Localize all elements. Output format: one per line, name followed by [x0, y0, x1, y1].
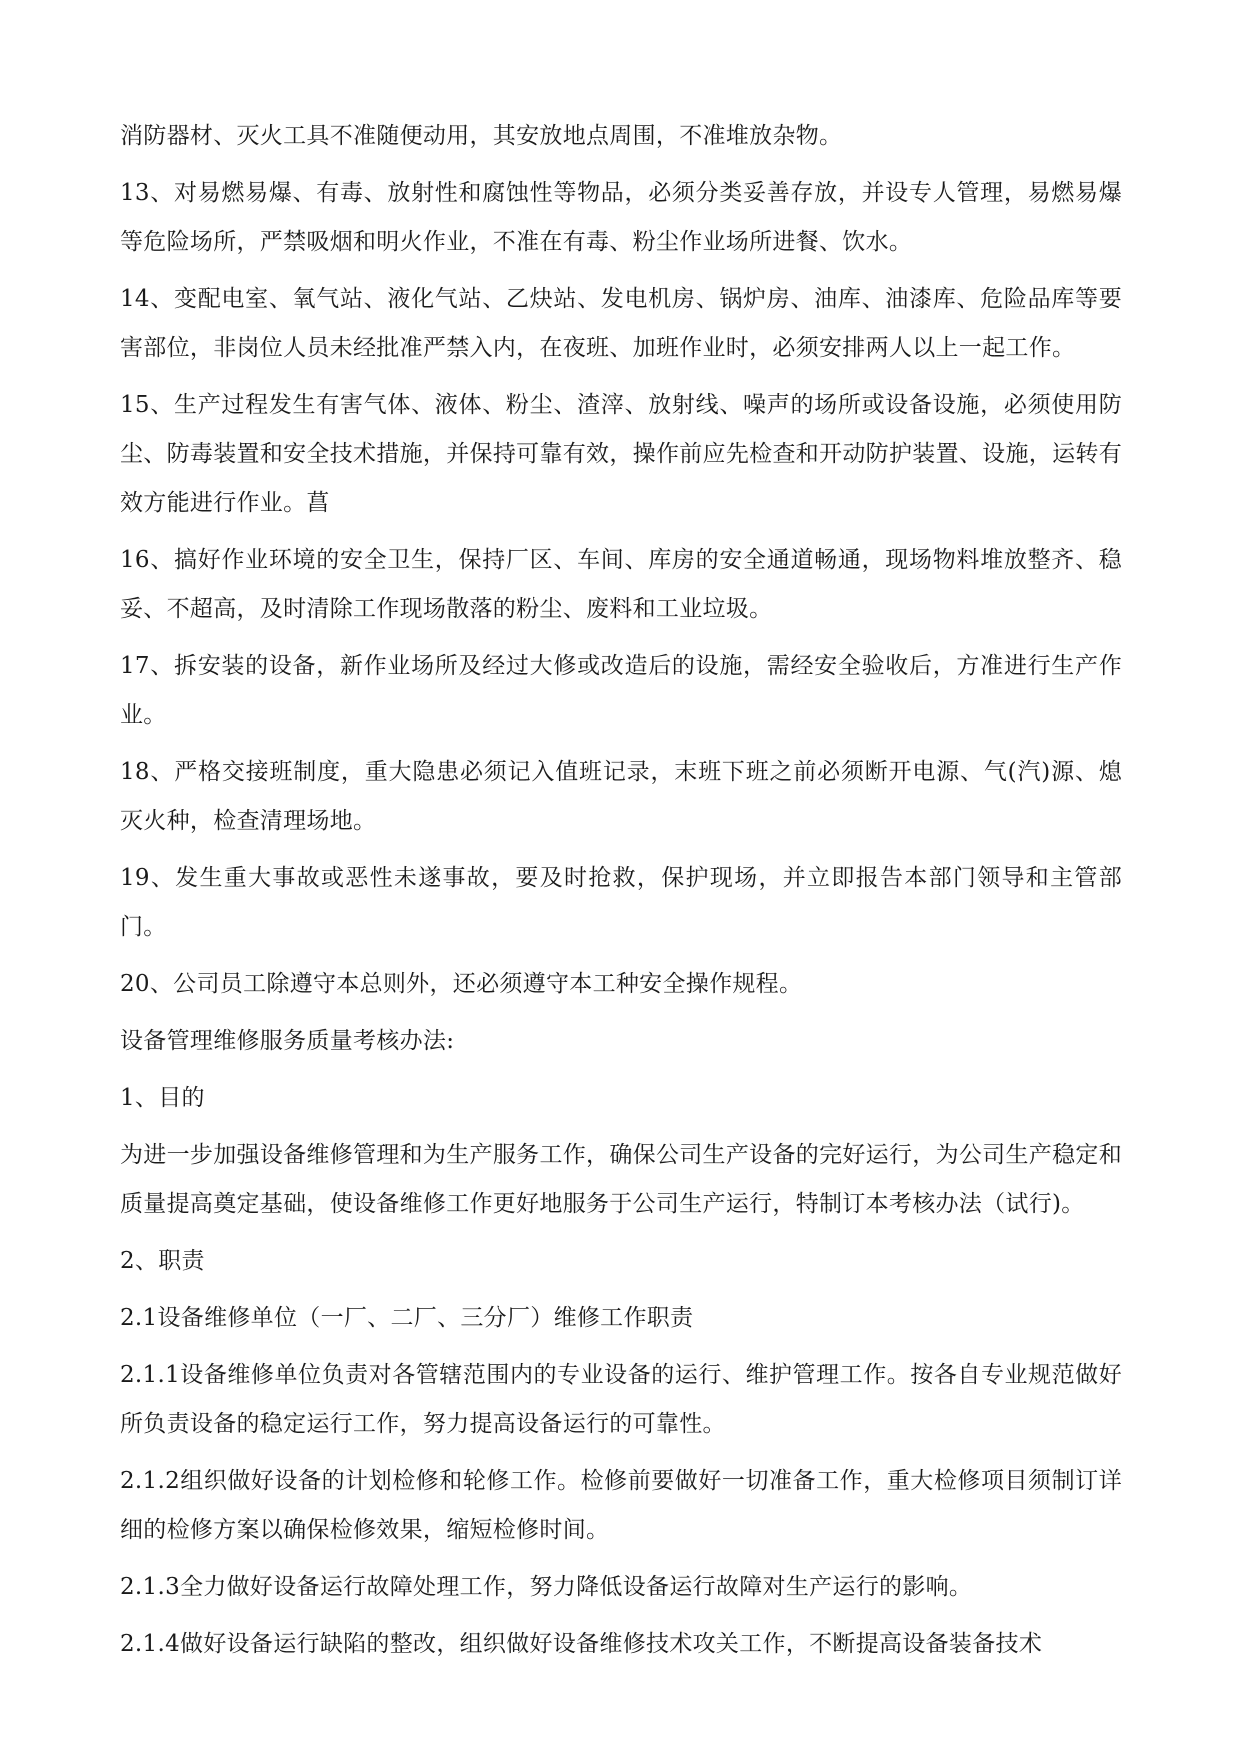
paragraph-purpose: 为进一步加强设备维修管理和为生产服务工作，确保公司生产设备的完好运行，为公司生产稳定和质量提高奠定基础，使设备维修工作更好地服务于公司生产运行，特制订本考核办法（试行)。: [120, 1142, 1122, 1217]
paragraph-2-1-2: 2.1.2组织做好设备的计划检修和轮修工作。检修前要做好一切准备工作，重大检修项目须制订详细的检修方案以确保检修效果，缩短检修时间。: [120, 1468, 1122, 1543]
heading-responsibilities: 2、职责: [120, 1248, 205, 1274]
paragraph-fire-equipment: 消防器材、灭火工具不准随便动用，其安放地点周围，不准堆放杂物。: [120, 123, 843, 149]
heading-2-1: 2.1设备维修单位（一厂、二厂、三分厂）维修工作职责: [120, 1305, 694, 1331]
paragraph-item-14: 14、变配电室、氧气站、液化气站、乙炔站、发电机房、锅炉房、油库、油漆库、危险品库等要害部位，非岗位人员未经批准严禁入内，在夜班、加班作业时，必须安排两人以上一起工作。: [120, 286, 1122, 361]
paragraph-item-17: 17、拆安装的设备，新作业场所及经过大修或改造后的设施，需经安全验收后，方准进行生产作业。: [120, 653, 1122, 728]
paragraph-item-20: 20、公司员工除遵守本总则外，还必须遵守本工种安全操作规程。: [120, 971, 803, 997]
section-heading-assessment: 设备管理维修服务质量考核办法:: [120, 1028, 455, 1054]
paragraph-item-18: 18、严格交接班制度，重大隐患必须记入值班记录，末班下班之前必须断开电源、气(汽)源、熄灭火种，检查清理场地。: [120, 759, 1122, 834]
document-page: [120, 112, 1122, 1677]
paragraph-item-13: 13、对易燃易爆、有毒、放射性和腐蚀性等物品，必须分类妥善存放，并设专人管理，易燃易爆等危险场所，严禁吸烟和明火作业，不准在有毒、粉尘作业场所进餐、饮水。: [120, 180, 1122, 255]
paragraph-item-19: 19、发生重大事故或恶性未遂事故，要及时抢救，保护现场，并立即报告本部门领导和主管部门。: [120, 865, 1122, 940]
paragraph-2-1-1: 2.1.1设备维修单位负责对各管辖范围内的专业设备的运行、维护管理工作。按各自专业规范做好所负责设备的稳定运行工作，努力提高设备运行的可靠性。: [120, 1362, 1122, 1437]
heading-purpose: 1、目的: [120, 1085, 205, 1111]
paragraph-2-1-4: 2.1.4做好设备运行缺陷的整改，组织做好设备维修技术攻关工作，不断提高设备装备技术: [120, 1631, 1043, 1657]
paragraph-item-15: 15、生产过程发生有害气体、液体、粉尘、渣滓、放射线、噪声的场所或设备设施，必须使用防尘、防毒装置和安全技术措施，并保持可靠有效，操作前应先检查和开动防护装置、设施，运转有效方能进行作业。菖: [120, 392, 1122, 516]
paragraph-item-16: 16、搞好作业环境的安全卫生，保持厂区、车间、库房的安全通道畅通，现场物料堆放整齐、稳妥、不超高，及时清除工作现场散落的粉尘、废料和工业垃圾。: [120, 547, 1122, 622]
paragraph-2-1-3: 2.1.3全力做好设备运行故障处理工作，努力降低设备运行故障对生产运行的影响。: [120, 1574, 973, 1600]
